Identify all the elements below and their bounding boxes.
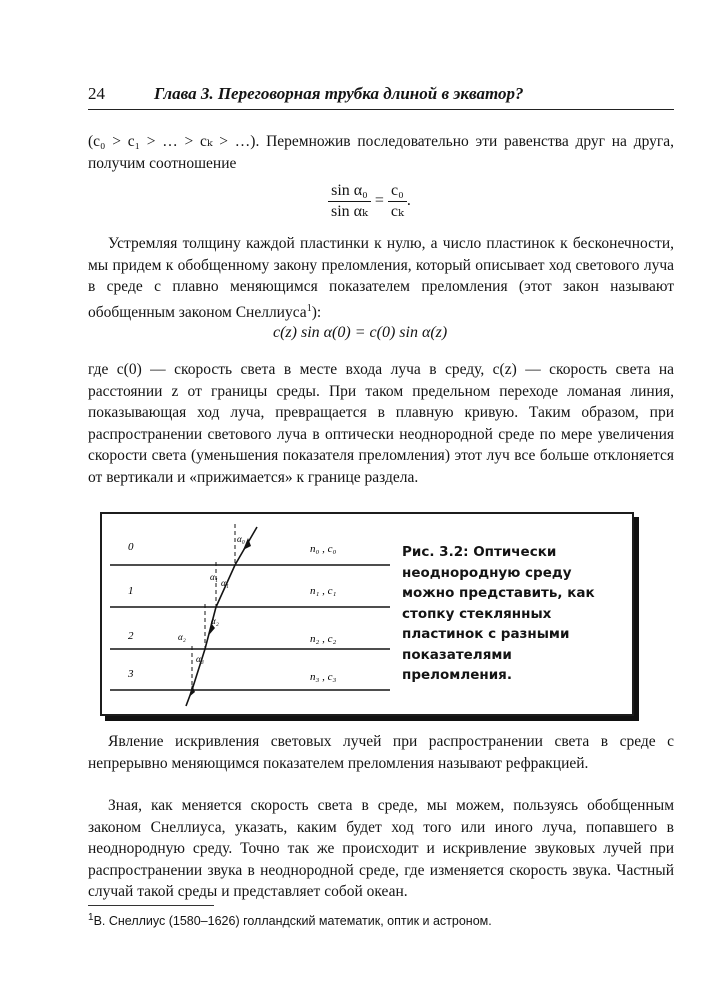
layer-label: n₂ , c₂ bbox=[310, 633, 337, 645]
fraction-left-denominator: sin αₖ bbox=[331, 203, 368, 220]
footnote-reference: 1 bbox=[306, 302, 312, 314]
layer-label: n₃ , c₃ bbox=[310, 671, 337, 683]
sound-paragraph: Зная, как меняется скорость света в среде, мы можем, пользуясь обобщенным законом Снеллиуса, указать, каким будет ход того или иного луча, попавшего в неоднородную среду. Точно так же происходит и искривление звуковых лучей при распространении звука в неоднородной среде, где изменяется скорость звука. Частный случай такой среды и представляет собой океан. bbox=[88, 797, 674, 901]
equals-sign: = bbox=[374, 192, 384, 210]
snell-paragraph bbox=[88, 233, 674, 324]
footnote-mark: 1 bbox=[88, 912, 94, 923]
page-header bbox=[88, 82, 674, 108]
angle-label: α₂ bbox=[211, 616, 219, 626]
angle-label: α₁ bbox=[210, 572, 218, 582]
layer-label: n₁ , c₁ bbox=[310, 585, 337, 597]
page-number: 24 bbox=[88, 84, 105, 103]
figure-box bbox=[100, 512, 634, 716]
footnote-text: В. Снеллиус (1580–1626) голландский математик, оптик и астроном. bbox=[93, 914, 492, 929]
formula-snell: c(z) sin α(0) = c(0) sin α(z) bbox=[273, 324, 448, 341]
fraction-right-numerator: c₀ bbox=[388, 181, 407, 202]
snell-paragraph-text: Устремляя толщину каждой пластинки к нулю, а число пластинок к бесконечности, мы придем к обобщенному закону преломления, который описывает ход светового луча в среде с плавно меняющимся показателем преломления (этот закон называют обобщенным законом Снеллиуса bbox=[88, 235, 674, 321]
angle-label: α₂ bbox=[178, 632, 186, 642]
figure-caption: Рис. 3.2: Оптически неоднородную среду можно представить, как стопку стеклянных пластинок с разными показателями преломления. bbox=[402, 544, 595, 683]
layer-label: n₀ , c₀ bbox=[310, 543, 337, 555]
layer-index: 0 bbox=[128, 541, 134, 553]
ray-arrow bbox=[189, 685, 195, 697]
figure-diagram bbox=[102, 514, 392, 714]
light-ray bbox=[186, 527, 257, 706]
refraction-paragraph: Явление искривления световых лучей при распространении света в среде с непрерывно меняющимся показателем преломления называют рефракцией. bbox=[88, 733, 674, 772]
fraction-left bbox=[328, 181, 371, 222]
footnote-rule bbox=[88, 905, 214, 906]
angle-label: α₃ bbox=[196, 654, 204, 664]
where-paragraph: где c(0) — скорость света в месте входа луча в среду, c(z) — скорость света на расстоянии z от границы среды. При таком предельном переходе ломаная линия, показывающая ход луча, превращается в плавную кривую. Таким образом, при распространении светового луча в оптически неоднородной среде по мере увеличения скорости света (уменьшения показателя преломления) этот луч все больше отклоняется от вертикали и «прижимается» к границе раздела. bbox=[88, 361, 674, 486]
angle-label: α₁ bbox=[221, 578, 229, 588]
layer-index: 1 bbox=[128, 585, 134, 597]
intro-paragraph: (c₀ > c₁ > … > cₖ > …). Перемножив последовательно эти равенства друг на друга, получим соотношение bbox=[88, 133, 674, 172]
layer-index: 2 bbox=[128, 630, 134, 642]
angle-label: α₀ bbox=[237, 534, 245, 544]
fraction-right bbox=[388, 181, 407, 222]
formula-ratio bbox=[328, 181, 411, 222]
snell-paragraph-tail: ): bbox=[311, 303, 322, 321]
fraction-right-denominator: cₖ bbox=[390, 203, 404, 220]
fraction-left-numerator: sin α₀ bbox=[328, 181, 371, 202]
header-rule bbox=[88, 109, 674, 110]
formula-period: . bbox=[406, 192, 411, 210]
layer-index: 3 bbox=[128, 668, 134, 680]
running-title: Глава 3. Переговорная трубка длиной в экватор? bbox=[154, 84, 524, 103]
footnote bbox=[88, 912, 674, 928]
